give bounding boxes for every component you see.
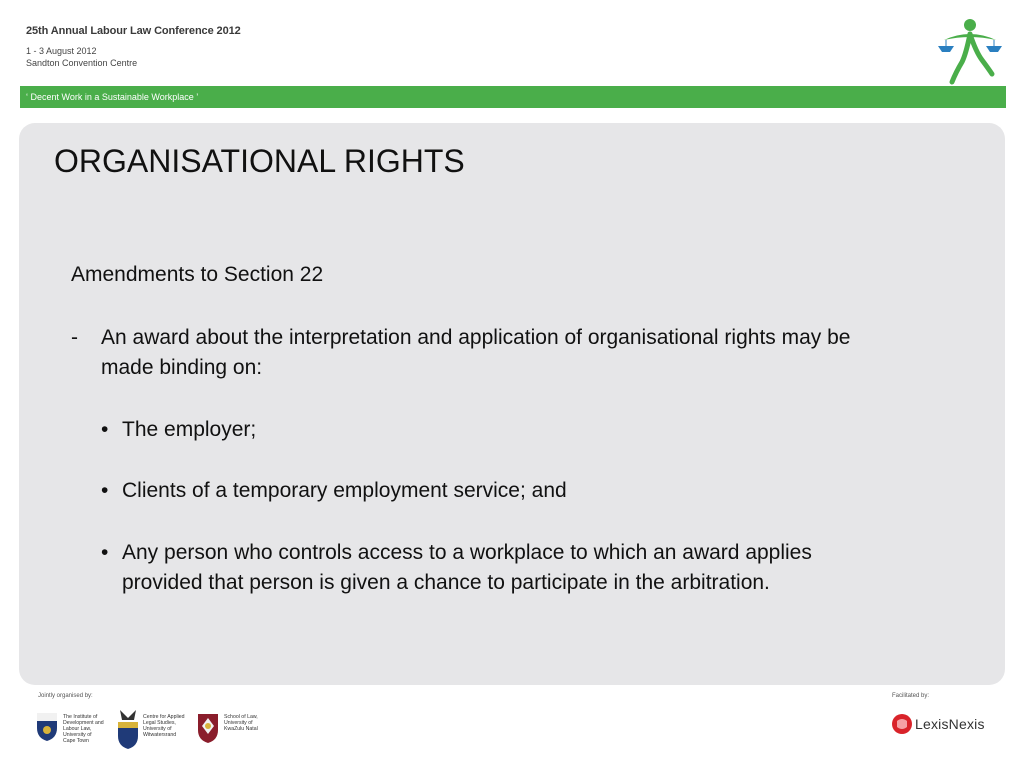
- tagline-bar: ‘ Decent Work in a Sustainable Workplace ’: [20, 86, 1006, 108]
- dash-item-text: An award about the interpretation and application of organisational rights may be made binding on:: [101, 326, 851, 379]
- org-uct-text: The Institute of Development and Labour Law, University of Cape Town: [63, 714, 104, 744]
- slide-content-panel: [19, 123, 1005, 685]
- sponsor-name: LexisNexis: [915, 716, 985, 732]
- wits-crest-icon: [116, 708, 140, 750]
- conference-venue: Sandton Convention Centre: [26, 58, 138, 68]
- bullet-text: The employer;: [122, 418, 257, 441]
- slide-title: ORGANISATIONAL RIGHTS: [54, 143, 465, 179]
- section-subheading: Amendments to Section 22: [71, 263, 324, 286]
- bullet-text: Clients of a temporary employment service; and: [122, 479, 567, 502]
- facilitated-by-label: Facilitated by:: [892, 693, 930, 699]
- conference-date: 1 - 3 August 2012: [26, 46, 97, 56]
- bullet-marker: •: [101, 479, 109, 502]
- org-wits-text: Centre for Applied Legal Studies, University of Witwatersrand: [143, 714, 185, 738]
- jointly-organised-label: Jointly organised by:: [38, 693, 93, 699]
- conference-title: 25th Annual Labour Law Conference 2012: [26, 25, 241, 37]
- bullet-marker: •: [101, 418, 109, 441]
- lexisnexis-logo-icon: [891, 713, 913, 735]
- bullet-marker: •: [101, 541, 109, 564]
- dash-marker: -: [71, 326, 78, 349]
- uct-crest-icon: [36, 712, 58, 742]
- ukzn-crest-icon: [196, 712, 220, 744]
- justice-figure-logo-icon: [936, 16, 1004, 86]
- bullet-text: Any person who controls access to a workplace to which an award applies provided that person is given a chance to participate in the arbitration.: [122, 541, 812, 594]
- header: [0, 0, 1024, 86]
- org-ukzn-text: School of Law, University of KwaZulu Natal: [224, 714, 258, 732]
